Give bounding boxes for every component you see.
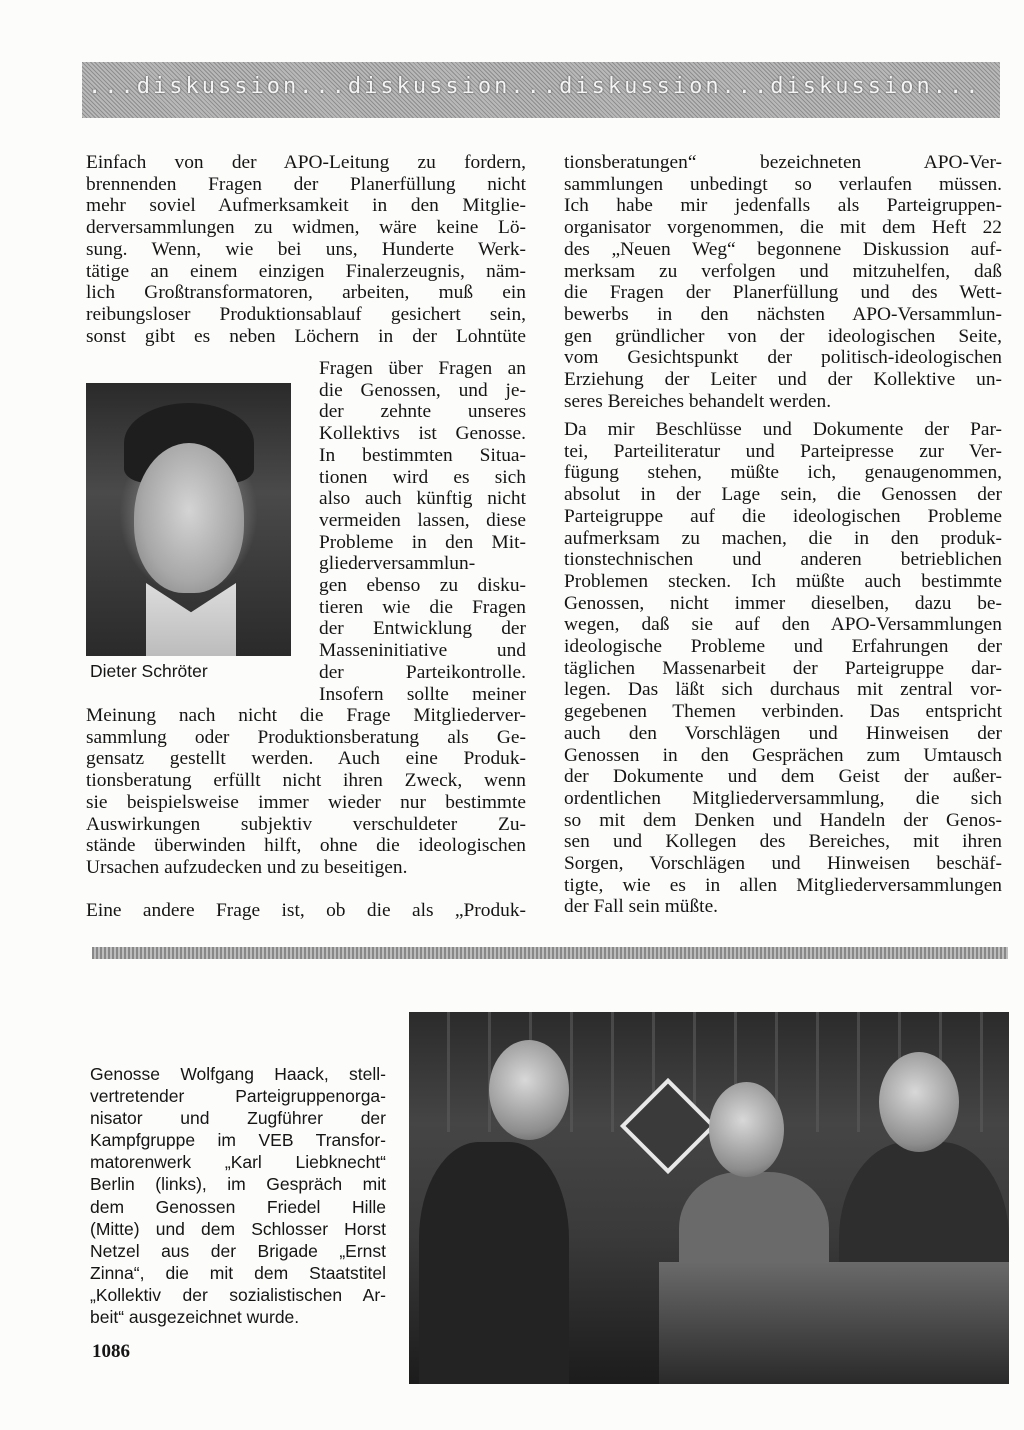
text-line: fügung stehen, müßte ich, genaugenommen, [564, 462, 1002, 484]
text-line: täglichen Massenarbeit der Parteigruppe dar- [564, 657, 1002, 679]
text-line: Genossen, nicht immer dieselben, dazu be- [564, 592, 1002, 614]
text-line: der zehnte unseres [319, 401, 526, 423]
text-line: wegen, daß sie auf den APO-Versammlungen [564, 614, 1002, 636]
text-line: gegebenen Themen verbinden. Das entspricht [564, 701, 1002, 723]
text-line: bewerbs in den nächsten APO-Versammlun- [564, 303, 1002, 325]
text-line: der Fall sein müßte. [564, 896, 719, 918]
person-left-body [419, 1142, 569, 1384]
text-line: Masseninitiative und [319, 640, 526, 662]
text-line: vermeiden lassen, diese [319, 509, 526, 531]
text-line: reibungsloser Produktionsablauf gesichert sein, [86, 303, 526, 325]
caption-line: Berlin (links), im Gespräch mit [90, 1174, 386, 1195]
text-line: die Fragen der Planerfüllung und des Wett- [564, 282, 1002, 304]
text-line: sammlungen unbedingt so verlaufen müssen. [564, 173, 1002, 195]
text-line: sung. Wenn, wie bei uns, Hunderte Werk- [86, 238, 526, 260]
text-line: mehr soviel Aufmerksamkeit in den Mitglie- [86, 195, 526, 217]
text-line: sen und Kollegen des Bereiches, mit ihren [564, 831, 1002, 853]
caption-line: nisator und Zugführer der [90, 1108, 386, 1129]
text-line: gensatz gestellt werden. Auch eine Produk- [86, 748, 526, 770]
text-line: legen. Das läßt sich durchaus mit zentral vor- [564, 679, 1002, 701]
text-line: derversammlungen zu widmen, wäre keine Lö- [86, 217, 526, 239]
portrait-caption: Dieter Schröter [90, 661, 208, 681]
text-line: tei, Parteiliteratur und Parteipresse zur Ver- [564, 440, 1002, 462]
text-line: tionsberatung erfüllt nicht ihren Zweck, wenn [86, 770, 526, 792]
left-paragraph-1-narrow [319, 358, 526, 705]
text-line: Einfach von der APO-Leitung zu fordern, [86, 152, 526, 173]
text-line: Insofern sollte meiner [319, 683, 526, 705]
person-right-head [879, 1052, 959, 1152]
right-paragraph-1 [564, 152, 1002, 412]
caption-line: vertretender Parteigruppenorga- [90, 1086, 386, 1107]
text-line: merksam zu verfolgen und mitzuhelfen, daß [564, 260, 1002, 282]
workbench [659, 1262, 1009, 1384]
text-line: seres Bereiches behandelt werden. [564, 390, 832, 412]
text-line: Ich habe mir jedenfalls als Parteigruppen- [564, 195, 1002, 217]
person-left-head [489, 1040, 569, 1140]
text-line: absolut in der Lage sein, die Genossen der [564, 484, 1002, 506]
text-line: Meinung nach nicht die Frage Mitgliederver- [86, 705, 526, 726]
caption-line: „Kollektiv der sozialistischen Ar- [90, 1284, 386, 1305]
text-line: sonst gibt es neben Löchern in der Lohntüte [86, 325, 526, 347]
text-line: Ursachen aufzudecken und zu beseitigen. [86, 856, 408, 878]
text-line: tieren wie die Fragen [319, 596, 526, 618]
text-line: so mit dem Denken und Handeln der Genos- [564, 809, 1002, 831]
text-line: gen gründlicher von der ideologischen Seite, [564, 325, 1002, 347]
text-line: tionsberatungen“ bezeichneten APO-Ver- [564, 152, 1002, 173]
text-line: also auch künftig nicht [319, 488, 526, 510]
caption-line: Kampfgruppe im VEB Transfor- [90, 1130, 386, 1151]
caption-line: beit“ ausgezeichnet wurde. [90, 1307, 300, 1328]
left-paragraph-1-full [86, 152, 526, 347]
group-photo [409, 1012, 1009, 1384]
text-line: die Genossen, und je- [319, 379, 526, 401]
text-line: tätige an einem einzigen Finalerzeugnis, näm- [86, 260, 526, 282]
text-line: Probleme in den Mit- [319, 531, 526, 553]
caption-line: Genosse Wolfgang Haack, stell- [90, 1064, 386, 1084]
left-paragraph-1-tail [86, 705, 526, 879]
text-line: Auswirkungen subjektiv verschuldeter Zu- [86, 813, 526, 835]
text-line: sie beispielsweise immer wieder nur bestimmte [86, 791, 526, 813]
text-line: der Parteikontrolle. [319, 661, 526, 683]
text-line: stände überwinden hilft, ohne die ideologischen [86, 835, 526, 857]
text-line: der Dokumente und dem Geist der außer- [564, 766, 1002, 788]
section-divider [92, 947, 1008, 959]
caption-line: Zinna“, die mit dem Staatstitel [90, 1262, 386, 1283]
portrait-photo [86, 383, 291, 656]
text-line: ordentlichen Mitgliederversammlung, die sich [564, 787, 1002, 809]
caption-line: dem Genossen Friedel Hille [90, 1196, 386, 1217]
text-line: ideologische Probleme und Erfahrungen der [564, 636, 1002, 658]
page-number: 1086 [92, 1341, 130, 1362]
portrait-face [134, 443, 244, 593]
text-line: organisator vorgenommen, die mit dem Heft 22 [564, 217, 1002, 239]
text-line: Fragen über Fragen an [319, 358, 526, 379]
portrait-collar [146, 583, 236, 656]
group-photo-caption [90, 1063, 386, 1328]
caption-line: (Mitte) und dem Schlosser Horst [90, 1218, 386, 1239]
text-line: tionstechnischen und anderen betrieblichen [564, 549, 1002, 571]
text-line: vom Gesichtspunkt der politisch-ideologischen [564, 347, 1002, 369]
text-line: In bestimmten Situa- [319, 444, 526, 466]
text-line: aufmerksam zu machen, die in den produk- [564, 527, 1002, 549]
text-line: Da mir Beschlüsse und Dokumente der Par- [564, 419, 1002, 440]
text-line: tionen wird es sich [319, 466, 526, 488]
text-line: Erziehung der Leiter und der Kollektive un- [564, 369, 1002, 391]
text-line: brennenden Fragen der Planerfüllung nicht [86, 173, 526, 195]
caption-line: Netzel aus der Brigade „Ernst [90, 1240, 386, 1261]
text-line: lich Großtransformatoren, arbeiten, muß ein [86, 282, 526, 304]
person-middle-head [709, 1082, 784, 1177]
left-paragraph-2 [86, 900, 526, 922]
text-line: Sorgen, Vorschlägen und Hinweisen beschäf- [564, 853, 1002, 875]
text-line: der Entwicklung der [319, 618, 526, 640]
text-line: Kollektivs ist Genosse. [319, 423, 526, 445]
text-line: des „Neuen Weg“ begonnene Diskussion auf- [564, 238, 1002, 260]
text-line: auch den Vorschlägen und Hinweisen der [564, 722, 1002, 744]
discussion-banner [82, 62, 1000, 118]
text-line: tigte, wie es in allen Mitgliederversammlungen [564, 874, 1002, 896]
text-line: Problemen stecken. Ich müßte auch bestimmte [564, 570, 1002, 592]
right-paragraph-2 [564, 419, 1002, 918]
text-line: gen ebenso zu disku- [319, 575, 526, 597]
text-line: gliederversammlun- [319, 553, 476, 575]
banner-text: ...diskussion...diskussion...diskussion...diskussion... [88, 74, 982, 99]
caption-line: matorenwerk „Karl Liebknecht“ [90, 1152, 386, 1173]
text-line: Genossen in den Gesprächen zum Umtausch [564, 744, 1002, 766]
text-line: Eine andere Frage ist, ob die als „Produk- [86, 900, 526, 921]
text-line: sammlung oder Produktionsberatung als Ge- [86, 726, 526, 748]
text-line: Parteigruppe auf die ideologischen Probleme [564, 505, 1002, 527]
